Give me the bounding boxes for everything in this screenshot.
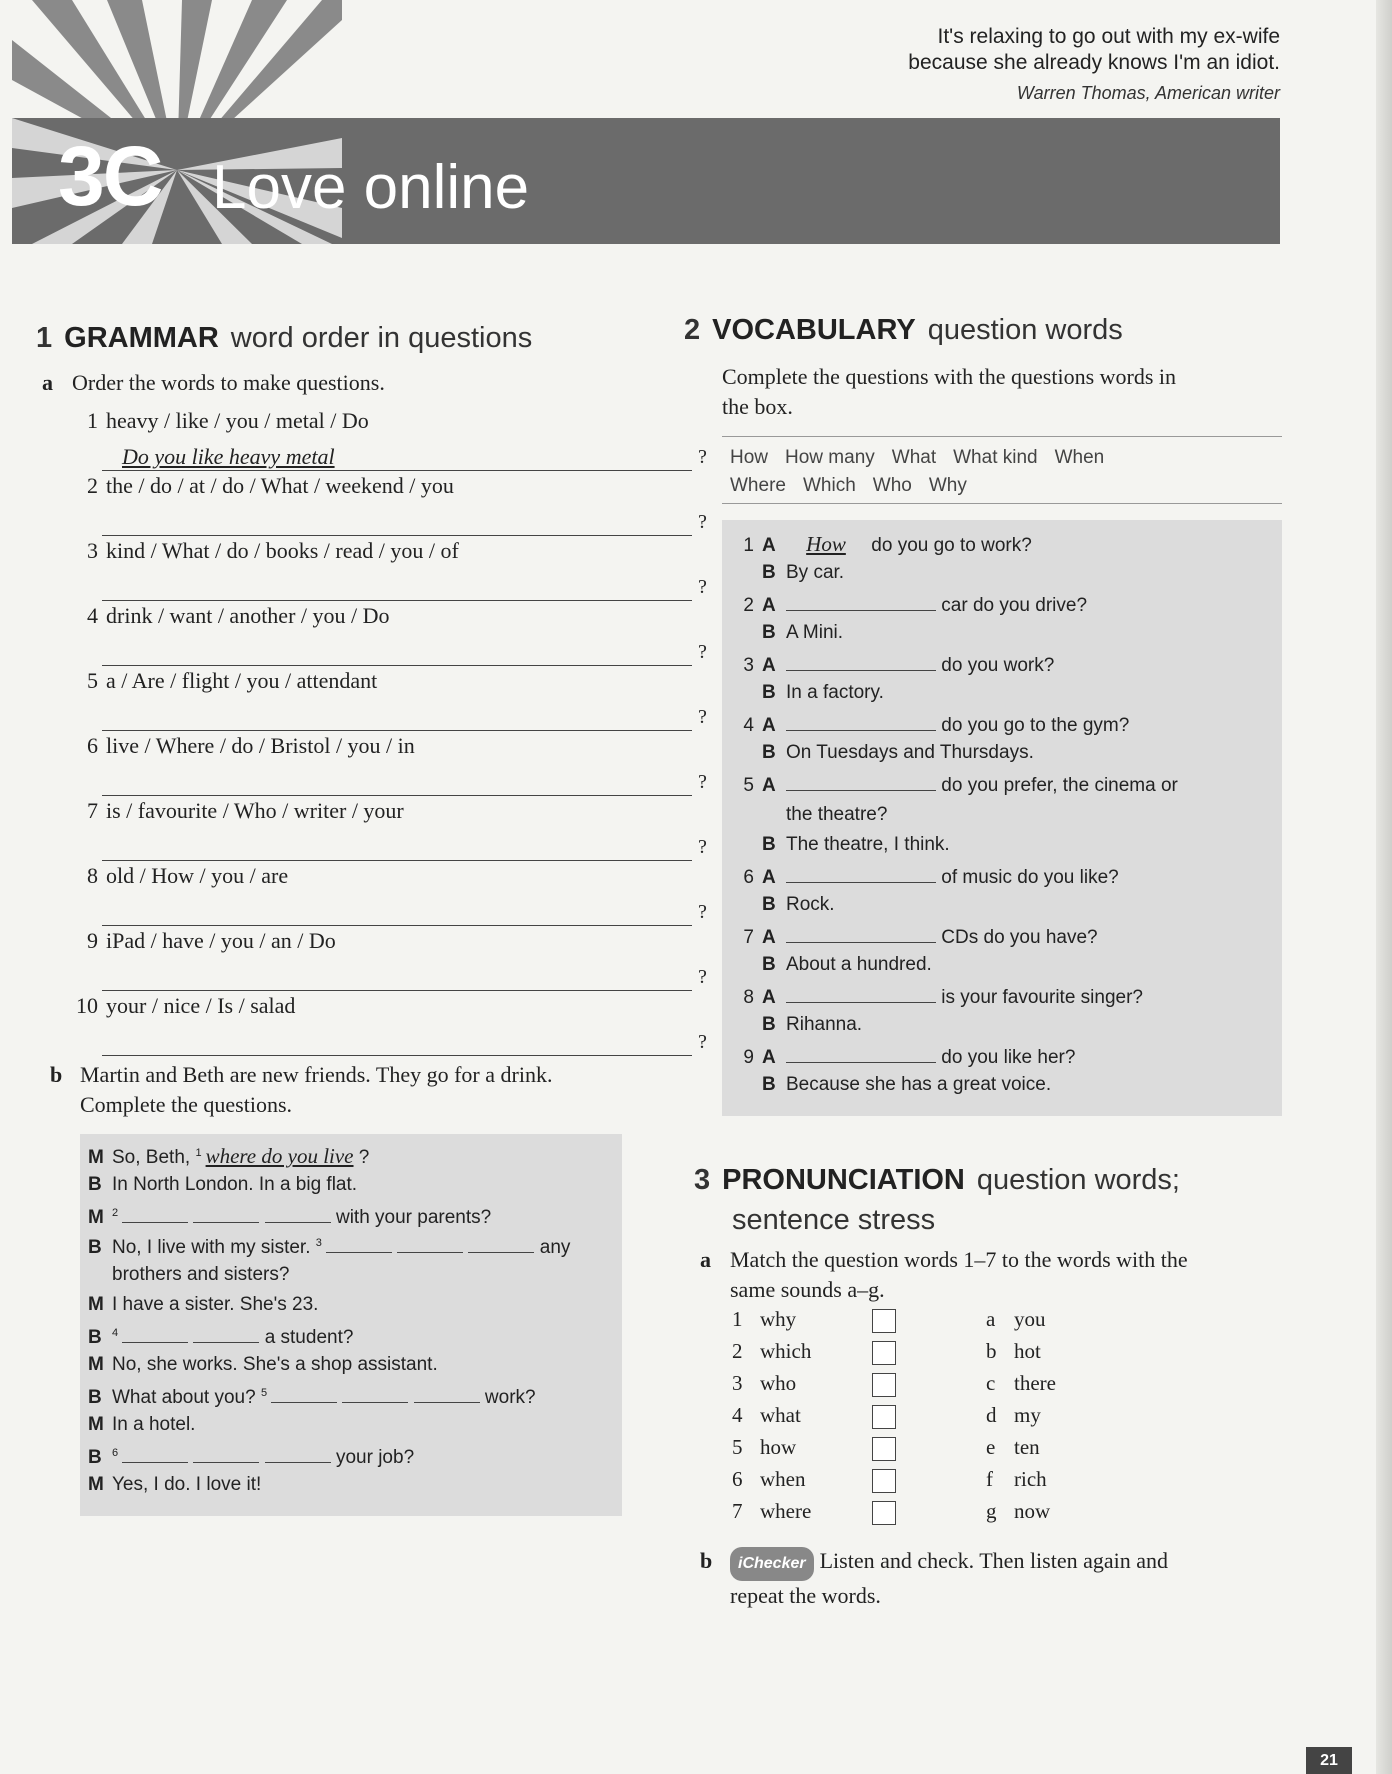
section-number: 1 bbox=[36, 322, 53, 354]
dialogue-line bbox=[88, 1234, 570, 1259]
item-number: 1 bbox=[743, 535, 754, 556]
vocabulary-exercise-box bbox=[722, 520, 1282, 1116]
section-keyword: PRONUNCIATION bbox=[722, 1164, 965, 1196]
dialogue-line bbox=[88, 1324, 353, 1349]
match-word: hot bbox=[1014, 1339, 1041, 1363]
exercise-letter: b bbox=[50, 1062, 63, 1087]
question-word: when bbox=[760, 1467, 806, 1491]
item-number: 7 bbox=[743, 927, 754, 948]
line-text: In a hotel. bbox=[112, 1414, 196, 1435]
section-topic: question words; bbox=[976, 1164, 1180, 1196]
speaker: B bbox=[88, 1237, 102, 1258]
ichecker-badge[interactable]: iChecker bbox=[730, 1547, 814, 1581]
line-text: a student? bbox=[264, 1327, 354, 1348]
instruction-text-1: Match the question words 1–7 to the words with the bbox=[730, 1247, 1188, 1272]
word-box bbox=[722, 436, 1282, 504]
example-answer: How bbox=[806, 532, 846, 556]
item-number: 6 bbox=[732, 1467, 743, 1491]
answer-blank[interactable] bbox=[342, 1384, 408, 1403]
grammar-heading bbox=[36, 322, 532, 355]
exercise-letter: a bbox=[42, 370, 53, 395]
answer-checkbox[interactable] bbox=[872, 1405, 896, 1429]
question-text: of music do you like? bbox=[941, 867, 1119, 888]
list-item bbox=[732, 1467, 1047, 1495]
answer-checkbox[interactable] bbox=[872, 1309, 896, 1333]
epigraph-quote bbox=[908, 24, 1280, 106]
answer-blank[interactable] bbox=[271, 1384, 337, 1403]
item-number: 2 bbox=[732, 1339, 743, 1363]
speaker: B bbox=[88, 1327, 102, 1348]
answer-blank[interactable] bbox=[414, 1384, 480, 1403]
question-mark: ? bbox=[698, 511, 707, 533]
match-letter: e bbox=[986, 1435, 996, 1459]
unit-banner bbox=[12, 118, 1280, 244]
dialogue-line bbox=[88, 1414, 195, 1436]
match-word: rich bbox=[1014, 1467, 1047, 1491]
section-topic: word order in questions bbox=[230, 322, 533, 354]
word-option: Why bbox=[928, 475, 967, 496]
match-letter: b bbox=[986, 1339, 997, 1363]
speaker: B bbox=[762, 834, 776, 855]
answer-checkbox[interactable] bbox=[872, 1501, 896, 1525]
reply-line bbox=[762, 742, 1034, 764]
vocabulary-heading bbox=[684, 314, 1123, 347]
question-word: which bbox=[760, 1339, 812, 1363]
question-line bbox=[722, 864, 1119, 889]
question-text: CDs do you have? bbox=[941, 927, 1098, 948]
line-text: your job? bbox=[335, 1447, 415, 1468]
item-number: 9 bbox=[743, 1047, 754, 1068]
speaker: M bbox=[88, 1354, 104, 1375]
speaker: M bbox=[88, 1474, 104, 1495]
answer-blank[interactable] bbox=[397, 1234, 463, 1253]
unit-title: Love online bbox=[212, 153, 530, 222]
item-number: 9 bbox=[87, 928, 98, 953]
item-words: heavy / like / you / metal / Do bbox=[106, 408, 369, 433]
item-number: 3 bbox=[732, 1371, 743, 1395]
item-number: 4 bbox=[732, 1403, 743, 1427]
item-number: 1 bbox=[87, 408, 98, 433]
answer-line[interactable] bbox=[102, 639, 692, 666]
speaker: M bbox=[88, 1207, 104, 1228]
section-keyword: GRAMMAR bbox=[64, 322, 219, 354]
list-item bbox=[732, 1499, 1051, 1527]
pronunciation-heading bbox=[694, 1160, 1180, 1240]
dialogue-line bbox=[88, 1354, 438, 1376]
question-mark: ? bbox=[698, 1031, 707, 1053]
page-number: 21 bbox=[1306, 1747, 1352, 1774]
list-item bbox=[70, 798, 707, 863]
word-option: How many bbox=[785, 447, 875, 468]
answer-blank[interactable] bbox=[786, 924, 936, 943]
exercise-letter: a bbox=[700, 1247, 711, 1272]
answer-blank[interactable] bbox=[122, 1204, 188, 1223]
answer-line[interactable] bbox=[102, 769, 692, 796]
section-topic: question words bbox=[927, 314, 1123, 346]
item-number: 2 bbox=[87, 473, 98, 498]
instruction-text-2: repeat the words. bbox=[730, 1583, 881, 1608]
line-text: I have a sister. She's 23. bbox=[112, 1294, 319, 1315]
list-item bbox=[70, 603, 707, 668]
word-option: What bbox=[891, 447, 937, 468]
question-line bbox=[722, 924, 1098, 949]
dialogue-line bbox=[88, 1474, 261, 1496]
instruction-text: Order the words to make questions. bbox=[72, 370, 385, 395]
question-word: why bbox=[760, 1307, 797, 1331]
reply-text: Rock. bbox=[786, 894, 835, 915]
example-answer: where do you live bbox=[205, 1144, 354, 1168]
word-option: Where bbox=[730, 475, 786, 496]
section-topic-2: sentence stress bbox=[732, 1204, 936, 1236]
speaker: M bbox=[88, 1414, 104, 1435]
gap-number: 1 bbox=[195, 1146, 202, 1159]
question-word: what bbox=[760, 1403, 801, 1427]
reply-text: About a hundred. bbox=[786, 954, 932, 975]
reply-line bbox=[762, 1014, 862, 1036]
answer-line[interactable] bbox=[102, 964, 692, 991]
line-text: In North London. In a big flat. bbox=[112, 1174, 358, 1195]
grammar-question-list bbox=[70, 408, 707, 1058]
item-number: 6 bbox=[743, 867, 754, 888]
item-words: iPad / have / you / an / Do bbox=[106, 928, 336, 953]
list-item bbox=[70, 473, 707, 538]
question-mark: ? bbox=[698, 641, 707, 663]
section-number: 3 bbox=[694, 1164, 711, 1196]
word-option: What kind bbox=[953, 447, 1038, 468]
answer-blank[interactable] bbox=[786, 772, 936, 791]
word-box-row-2 bbox=[730, 475, 984, 497]
line-text-end: any bbox=[539, 1237, 571, 1258]
speaker: A bbox=[762, 927, 776, 948]
speaker: B bbox=[762, 894, 776, 915]
dialogue-box bbox=[80, 1134, 622, 1516]
answer-blank[interactable] bbox=[265, 1444, 331, 1463]
dialogue-line bbox=[88, 1144, 369, 1169]
list-item bbox=[70, 668, 707, 733]
instruction-text-1: Complete the questions with the questions words in bbox=[722, 364, 1177, 389]
item-number: 7 bbox=[87, 798, 98, 823]
instruction-text-2: same sounds a–g. bbox=[730, 1277, 885, 1302]
match-word: you bbox=[1014, 1307, 1046, 1331]
item-number: 5 bbox=[732, 1435, 743, 1459]
answer-blank[interactable] bbox=[468, 1234, 534, 1253]
match-word: now bbox=[1014, 1499, 1051, 1523]
instruction-text-1: Listen and check. Then listen again and bbox=[819, 1548, 1169, 1573]
answer-line[interactable] bbox=[102, 899, 692, 926]
list-item bbox=[732, 1435, 1040, 1463]
gap-number: 6 bbox=[112, 1446, 119, 1459]
vocabulary-instruction bbox=[722, 362, 1282, 422]
reply-text: Rihanna. bbox=[786, 1014, 863, 1035]
item-words: a / Are / flight / you / attendant bbox=[106, 668, 378, 693]
question-text: the theatre? bbox=[786, 804, 888, 825]
reply-line bbox=[762, 682, 884, 704]
question-text: do you like her? bbox=[941, 1047, 1076, 1068]
question-mark: ? bbox=[698, 446, 707, 468]
match-word: my bbox=[1014, 1403, 1041, 1427]
match-word: ten bbox=[1014, 1435, 1040, 1459]
list-item bbox=[70, 733, 707, 798]
speaker: B bbox=[88, 1387, 102, 1408]
item-number: 8 bbox=[87, 863, 98, 888]
answer-checkbox[interactable] bbox=[872, 1437, 896, 1461]
answer-blank[interactable] bbox=[122, 1444, 188, 1463]
dialogue-line bbox=[88, 1294, 318, 1316]
reply-text: On Tuesdays and Thursdays. bbox=[786, 742, 1034, 763]
instruction-text-2: the box. bbox=[722, 394, 793, 419]
speaker: A bbox=[762, 595, 776, 616]
question-line bbox=[722, 652, 1054, 677]
item-number: 4 bbox=[87, 603, 98, 628]
question-text: car do you drive? bbox=[941, 595, 1088, 616]
item-number: 4 bbox=[743, 715, 754, 736]
pronunciation-a-instruction bbox=[700, 1245, 1300, 1305]
item-number: 7 bbox=[732, 1499, 743, 1523]
match-letter: a bbox=[986, 1307, 996, 1331]
exercise-letter: b bbox=[700, 1548, 713, 1573]
list-item bbox=[70, 863, 707, 928]
reply-text: In a factory. bbox=[786, 682, 884, 703]
grammar-b-instruction bbox=[50, 1060, 552, 1120]
answer-blank[interactable] bbox=[786, 984, 936, 1003]
question-line-cont bbox=[786, 804, 887, 826]
reply-line bbox=[762, 562, 844, 584]
answer-checkbox[interactable] bbox=[872, 1341, 896, 1365]
answer-line[interactable] bbox=[102, 444, 692, 471]
gap-number: 5 bbox=[260, 1386, 268, 1399]
match-letter: d bbox=[986, 1403, 997, 1427]
reply-text: By car. bbox=[786, 562, 845, 583]
reply-text: The theatre, I think. bbox=[786, 834, 950, 855]
answer-line[interactable] bbox=[102, 509, 692, 536]
instruction-text-2: Complete the questions. bbox=[80, 1092, 293, 1117]
question-text: do you go to the gym? bbox=[941, 715, 1130, 736]
speaker: A bbox=[762, 987, 776, 1008]
answer-blank[interactable] bbox=[786, 652, 936, 671]
question-mark: ? bbox=[698, 901, 707, 923]
item-number: 5 bbox=[87, 668, 98, 693]
speaker: A bbox=[762, 867, 776, 888]
list-item bbox=[732, 1339, 1041, 1367]
answer-line[interactable] bbox=[102, 1029, 692, 1056]
speaker: A bbox=[762, 775, 776, 796]
answer-line[interactable] bbox=[102, 704, 692, 731]
gap-number: 2 bbox=[112, 1206, 119, 1219]
line-text: with your parents? bbox=[335, 1207, 492, 1228]
answer-blank[interactable] bbox=[122, 1324, 188, 1343]
answer-blank[interactable] bbox=[193, 1204, 259, 1223]
speaker: B bbox=[762, 1014, 776, 1035]
question-word: where bbox=[760, 1499, 812, 1523]
reply-line bbox=[762, 834, 950, 856]
line-text-end: ? bbox=[358, 1147, 370, 1168]
answer-blank[interactable] bbox=[786, 1044, 936, 1063]
item-words: old / How / you / are bbox=[106, 863, 289, 888]
item-number: 5 bbox=[743, 775, 754, 796]
question-text: do you work? bbox=[941, 655, 1055, 676]
question-line bbox=[722, 592, 1087, 617]
unit-code: 3C bbox=[58, 129, 162, 223]
dialogue-line bbox=[88, 1204, 491, 1229]
question-line bbox=[722, 772, 1178, 797]
answer-blank[interactable] bbox=[193, 1444, 259, 1463]
quote-line-1: It's relaxing to go out with my ex-wife bbox=[937, 25, 1280, 48]
line-text-end: work? bbox=[484, 1387, 536, 1408]
page-edge bbox=[1376, 0, 1392, 1774]
list-item bbox=[70, 993, 707, 1058]
dialogue-line bbox=[88, 1444, 414, 1469]
speaker: M bbox=[88, 1147, 104, 1168]
item-number: 2 bbox=[743, 595, 754, 616]
speaker: B bbox=[762, 622, 776, 643]
answer-blank[interactable] bbox=[193, 1324, 259, 1343]
question-text: is your favourite singer? bbox=[941, 987, 1143, 1008]
question-mark: ? bbox=[698, 771, 707, 793]
speaker: A bbox=[762, 655, 776, 676]
item-number: 1 bbox=[732, 1307, 743, 1331]
match-letter: f bbox=[986, 1467, 993, 1491]
speaker: B bbox=[88, 1447, 102, 1468]
question-line bbox=[722, 712, 1129, 737]
list-item bbox=[70, 928, 707, 993]
item-words: live / Where / do / Bristol / you / in bbox=[106, 733, 415, 758]
quote-line-2: because she already knows I'm an idiot. bbox=[908, 51, 1280, 74]
pronunciation-b-instruction bbox=[700, 1546, 1300, 1611]
item-words: the / do / at / do / What / weekend / you bbox=[106, 473, 454, 498]
dialogue-line bbox=[88, 1384, 536, 1409]
question-mark: ? bbox=[698, 966, 707, 988]
answer-blank[interactable] bbox=[326, 1234, 392, 1253]
word-option: Who bbox=[872, 475, 912, 496]
section-keyword: VOCABULARY bbox=[712, 314, 916, 346]
word-option: How bbox=[730, 447, 769, 468]
item-words: is / favourite / Who / writer / your bbox=[106, 798, 404, 823]
question-line bbox=[722, 984, 1143, 1009]
question-text: do you go to work? bbox=[871, 535, 1032, 556]
question-mark: ? bbox=[698, 576, 707, 598]
item-words: kind / What / do / books / read / you / of bbox=[106, 538, 459, 563]
answer-checkbox[interactable] bbox=[872, 1469, 896, 1493]
line-text: What about you? bbox=[112, 1387, 256, 1408]
question-word: who bbox=[760, 1371, 797, 1395]
question-word: how bbox=[760, 1435, 797, 1459]
reply-line bbox=[762, 954, 932, 976]
answer-blank[interactable] bbox=[786, 712, 936, 731]
list-item bbox=[70, 408, 707, 473]
question-mark: ? bbox=[698, 706, 707, 728]
answer-blank[interactable] bbox=[265, 1204, 331, 1223]
match-word: there bbox=[1014, 1371, 1056, 1395]
line-text: So, Beth, bbox=[112, 1147, 191, 1168]
speaker: B bbox=[762, 742, 776, 763]
answer-blank[interactable] bbox=[786, 592, 936, 611]
item-number: 3 bbox=[743, 655, 754, 676]
match-letter: g bbox=[986, 1499, 997, 1523]
question-line bbox=[722, 1044, 1075, 1069]
speaker: A bbox=[762, 535, 776, 556]
line-text: No, I live with my sister. bbox=[112, 1237, 311, 1258]
instruction-text-1: Martin and Beth are new friends. They go for a drink. bbox=[80, 1062, 553, 1087]
grammar-a-instruction bbox=[42, 368, 385, 398]
item-number: 6 bbox=[87, 733, 98, 758]
reply-line bbox=[762, 1074, 1051, 1096]
speaker: B bbox=[762, 682, 776, 703]
line-text: No, she works. She's a shop assistant. bbox=[112, 1354, 438, 1375]
item-number: 10 bbox=[76, 993, 98, 1018]
item-words: your / nice / Is / salad bbox=[106, 993, 296, 1018]
list-item bbox=[732, 1403, 1041, 1431]
word-box-row-1 bbox=[730, 447, 1121, 469]
dialogue-line bbox=[112, 1264, 289, 1286]
match-letter: c bbox=[986, 1371, 996, 1395]
speaker: B bbox=[762, 954, 776, 975]
speaker: B bbox=[762, 562, 776, 583]
line-text: brothers and sisters? bbox=[112, 1264, 290, 1285]
item-words: drink / want / another / you / Do bbox=[106, 603, 390, 628]
question-text: do you prefer, the cinema or bbox=[941, 775, 1178, 796]
speaker: A bbox=[762, 1047, 776, 1068]
word-option: Which bbox=[802, 475, 856, 496]
gap-number: 3 bbox=[315, 1236, 322, 1249]
speaker: M bbox=[88, 1294, 104, 1315]
quote-author: Warren Thomas, American writer bbox=[1016, 83, 1280, 103]
dialogue-line bbox=[88, 1174, 357, 1196]
reply-text: Because she has a great voice. bbox=[786, 1074, 1052, 1095]
section-number: 2 bbox=[684, 314, 701, 346]
list-item bbox=[732, 1307, 1046, 1335]
item-number: 8 bbox=[743, 987, 754, 1008]
question-line bbox=[722, 532, 1032, 557]
speaker: B bbox=[762, 1074, 776, 1095]
item-number: 3 bbox=[87, 538, 98, 563]
reply-line bbox=[762, 894, 835, 916]
example-answer: Do you like heavy metal bbox=[122, 444, 335, 469]
reply-text: A Mini. bbox=[786, 622, 844, 643]
word-option: When bbox=[1054, 447, 1105, 468]
answer-line[interactable] bbox=[102, 834, 692, 861]
list-item bbox=[732, 1371, 1056, 1399]
list-item bbox=[70, 538, 707, 603]
answer-line[interactable] bbox=[102, 574, 692, 601]
speaker: A bbox=[762, 715, 776, 736]
answer-blank[interactable] bbox=[786, 864, 936, 883]
gap-number: 4 bbox=[112, 1326, 119, 1339]
line-text: Yes, I do. I love it! bbox=[112, 1474, 262, 1495]
question-mark: ? bbox=[698, 836, 707, 858]
speaker: B bbox=[88, 1174, 102, 1195]
answer-checkbox[interactable] bbox=[872, 1373, 896, 1397]
reply-line bbox=[762, 622, 843, 644]
